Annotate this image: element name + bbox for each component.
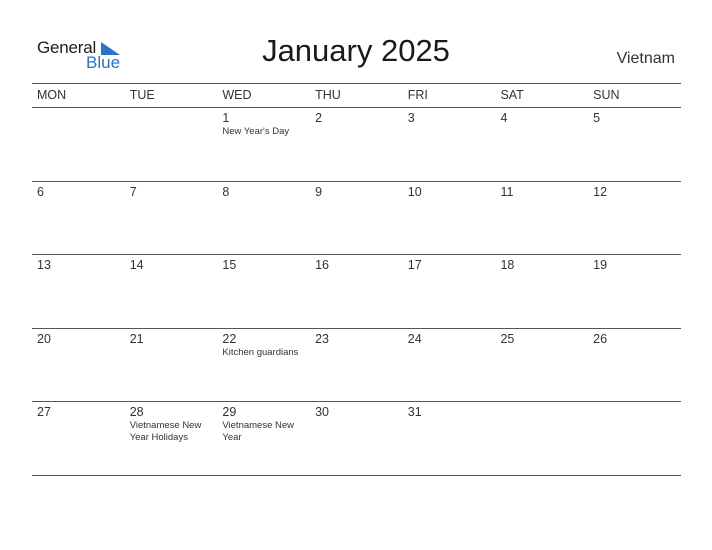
day-number: 29 [222,405,237,419]
weekday-header: THU [315,88,341,102]
day-number: 17 [407,258,422,272]
day-cell [217,402,310,475]
week-row [32,182,681,256]
weekday-header: FRI [407,88,428,102]
day-number: 4 [500,111,508,125]
day-number: 7 [129,184,137,199]
day-cell [217,108,310,181]
day-cell [310,402,403,475]
day-number: 3 [407,111,415,125]
day-number: 20 [37,331,51,346]
day-number: 19 [593,258,608,272]
weekday-header: SUN [593,88,620,102]
day-number: 5 [593,111,601,125]
holiday-label: Kitchen guardians [222,346,299,358]
day-cell [125,402,218,475]
day-cell [310,182,403,255]
day-number: 27 [37,405,51,419]
day-cell [32,108,125,181]
day-number: 26 [593,331,608,346]
day-number: 30 [315,405,329,419]
day-cell [217,255,310,328]
day-cell [125,255,218,328]
day-cell [403,329,496,402]
day-number: 28 [129,405,144,419]
holiday-label: Vietnamese New Year Holidays [129,420,202,443]
day-number: 25 [500,331,515,346]
day-number: 22 [222,331,237,346]
week-row [32,329,681,403]
day-cell [403,108,496,181]
day-number: 6 [37,184,44,199]
day-cell [495,402,588,475]
calendar-grid [32,83,681,476]
holiday-label: Vietnamese New Year [222,420,295,443]
day-number: 2 [315,111,323,125]
day-cell [217,329,310,402]
day-cell [310,108,403,181]
day-cell [125,329,218,402]
day-number: 14 [129,258,144,272]
day-cell [588,108,681,181]
day-cell [495,329,588,402]
week-row [32,255,681,329]
country-label: Vietnam [616,50,675,67]
day-number: 12 [593,184,608,199]
day-cell [495,182,588,255]
week-row [32,108,681,182]
day-cell [588,182,681,255]
day-cell [32,402,125,475]
day-number: 24 [407,331,422,346]
day-number: 8 [222,184,230,199]
weekday-header-row [32,83,681,108]
day-cell [217,182,310,255]
day-cell [588,329,681,402]
day-number: 15 [222,258,237,272]
day-cell [125,182,218,255]
holiday-label: New Year's Day [222,126,290,137]
day-cell [32,255,125,328]
day-cell [588,402,681,475]
day-cell [310,255,403,328]
day-cell [403,255,496,328]
day-cell [403,182,496,255]
day-cell [32,329,125,402]
day-cell [588,255,681,328]
weekday-header: SAT [500,88,524,102]
day-number: 9 [315,184,323,199]
weekday-header: TUE [129,88,155,102]
day-number: 13 [37,258,51,272]
logo-general-text: General [37,38,97,57]
day-cell [32,182,125,255]
day-number: 23 [315,331,329,346]
weekday-header: WED [222,88,252,102]
page-title: January 2025 [262,33,450,68]
day-cell [125,108,218,181]
day-number: 21 [129,331,144,346]
day-cell [310,329,403,402]
logo-blue-text: Blue [86,53,121,72]
day-cell [403,402,496,475]
day-cell [495,255,588,328]
day-cell [495,108,588,181]
day-number: 11 [500,184,514,199]
weekday-header: MON [37,88,67,102]
day-number: 18 [500,258,515,272]
day-number: 31 [407,405,422,419]
day-number: 16 [315,258,329,272]
day-number: 10 [407,184,422,199]
week-row [32,402,681,476]
day-number: 1 [222,111,230,125]
